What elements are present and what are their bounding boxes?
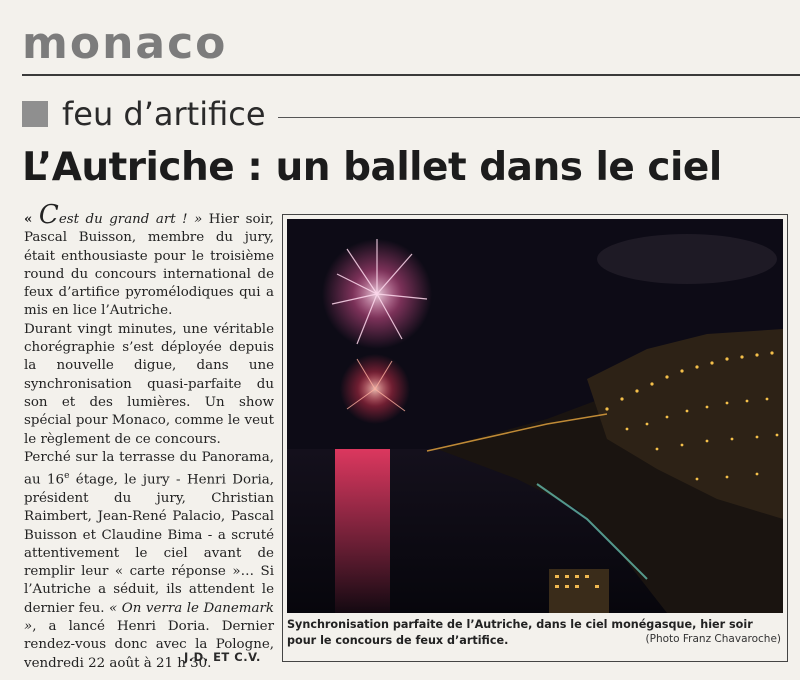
quote-open: « xyxy=(24,211,33,227)
dropcap: C xyxy=(38,200,59,230)
article-paragraph-1 xyxy=(24,200,275,321)
fireworks-photo xyxy=(287,219,783,613)
kicker-square-icon xyxy=(22,101,48,127)
superscript: e xyxy=(64,471,70,482)
opening-quote: est du grand art ! » xyxy=(58,212,203,227)
section-header: monaco xyxy=(22,18,228,69)
section-rule xyxy=(22,74,800,76)
kicker-label: feu d’artifice xyxy=(62,95,266,133)
article-paragraph-3 xyxy=(24,449,274,673)
signature: J.D. ET C.V. xyxy=(184,650,261,664)
kicker-row xyxy=(22,94,800,134)
paragraph-3-part-c: , a lancé Henri Doria. Dernier rendez-vous donc avec la Pologne, vendredi 22 août à 21 h 30. xyxy=(24,619,274,671)
paragraph-3-part-a: Perché sur la terrasse du Panorama, au 16 xyxy=(24,449,274,488)
smoke-cloud xyxy=(597,234,777,284)
fireworks-illustration xyxy=(287,219,783,613)
kicker-rule xyxy=(278,117,800,118)
firework-reflection xyxy=(335,449,390,613)
photo-caption: Synchronisation parfaite de l’Autriche, dans le ciel monégasque, hier soir pour le concours de feux d’artifice. xyxy=(287,618,753,647)
article-body xyxy=(24,200,275,673)
danemark-quote: « On verra le Danemark » xyxy=(24,600,274,634)
photo-frame xyxy=(282,214,788,662)
paragraph-3-part-b: étage, le jury - Henri Doria, président du jury, Christian Raimbert, Jean-René Palacio, Pascal Buisson et Claudine Bima - a scruté attentivement le ciel avant de remplir leur « carte réponse »… Si l’Autriche a séduit, ils attendent le dernier feu. xyxy=(24,472,275,616)
photo-credit: (Photo Franz Chavaroche) xyxy=(645,633,781,645)
headline: L’Autriche : un ballet dans le ciel xyxy=(22,145,722,190)
paragraph-1-text: Hier soir, Pascal Buisson, membre du jury, était enthousiaste pour le troisième round du concours international de feux d’artifice pyromélodiques qui a mis en lice l’Autriche. xyxy=(24,212,275,319)
article-paragraph-2: Durant vingt minutes, une véritable chorégraphie s’est déployée depuis la nouvelle digue, dans une synchronisation quasi-parfaite du son et des lumières. Un show spécial pour Monaco, comme le veut le règlement de ce concours. xyxy=(24,321,274,447)
